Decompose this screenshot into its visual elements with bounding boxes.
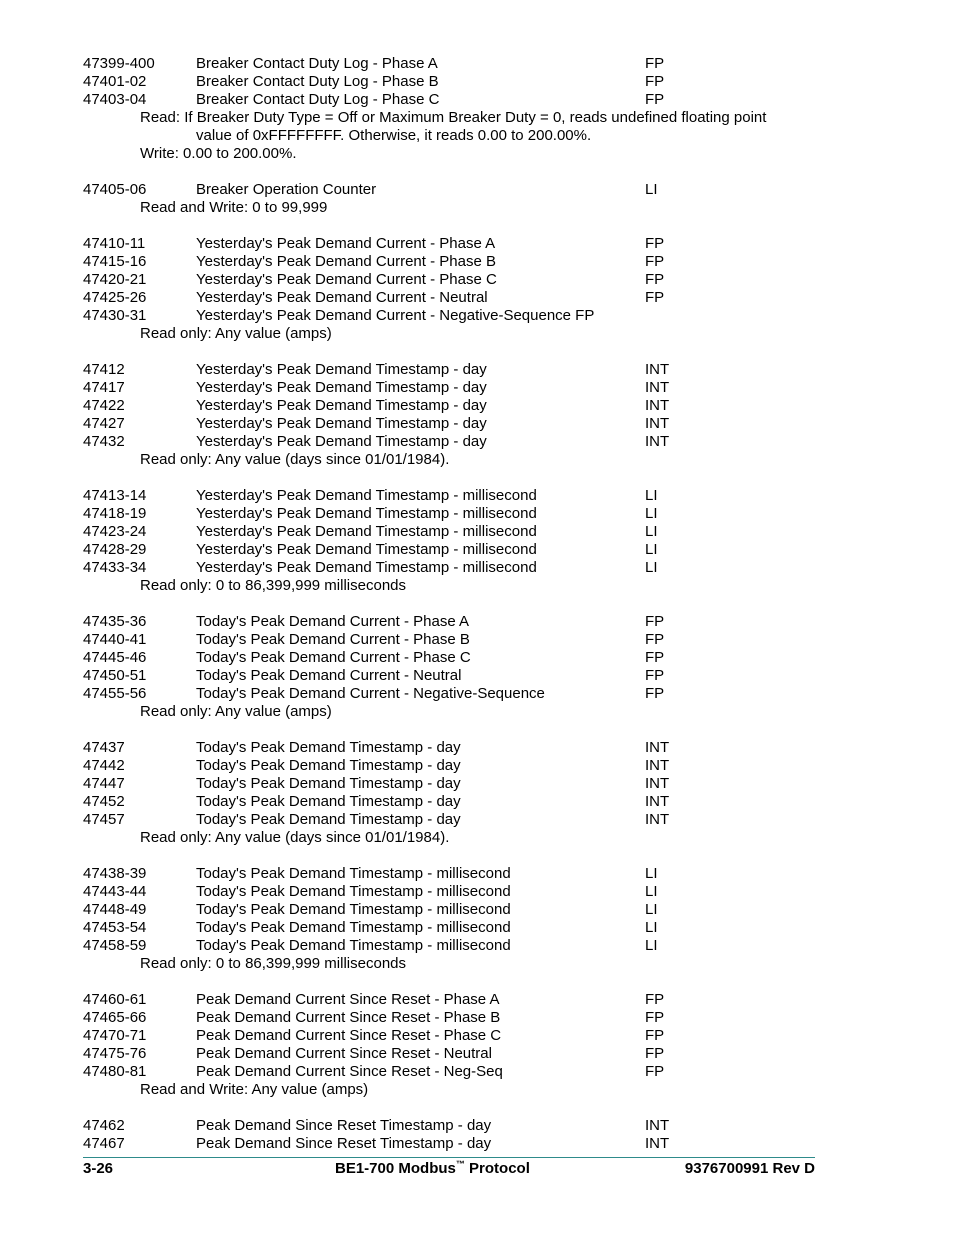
register-type: INT [645,379,670,396]
register-type: LI [645,919,658,936]
register-note: Read and Write: 0 to 99,999 [140,199,328,216]
register-row [83,901,823,919]
register-group [83,739,823,847]
register-address: 47453-54 [83,919,147,936]
register-row [83,181,823,199]
register-note: Read only: Any value (days since 01/01/1984). [140,829,450,846]
register-address: 47448-49 [83,901,147,918]
register-description: Today's Peak Demand Timestamp - millisecond [196,901,511,918]
register-description: Yesterday's Peak Demand Timestamp - millisecond [196,541,537,558]
register-note: Read only: Any value (amps) [140,703,332,720]
register-row [83,1009,823,1027]
register-row [83,487,823,505]
register-type: FP [645,253,665,270]
register-description: Yesterday's Peak Demand Current - Negative-Sequence FP [196,307,595,324]
register-description: Today's Peak Demand Current - Phase B [196,631,470,648]
register-type: INT [645,433,670,450]
register-row [83,253,823,271]
register-row [83,991,823,1009]
register-address: 47440-41 [83,631,147,648]
footer-rule [83,1157,815,1158]
register-row [83,55,823,73]
register-row [83,433,823,451]
trademark-symbol: ™ [455,1159,465,1169]
register-type: INT [645,397,670,414]
register-row [83,415,823,433]
register-type: FP [645,631,665,648]
register-description: Breaker Contact Duty Log - Phase A [196,55,438,72]
register-description: Today's Peak Demand Timestamp - day [196,757,461,774]
register-address: 47413-14 [83,487,147,504]
register-row [83,793,823,811]
register-row [83,739,823,757]
register-row [83,1117,823,1135]
register-description: Today's Peak Demand Timestamp - millisecond [196,865,511,882]
register-address: 47415-16 [83,253,147,270]
register-row [83,883,823,901]
register-row [83,1045,823,1063]
register-type: LI [645,559,658,576]
register-address: 47432 [83,433,125,450]
register-type: LI [645,883,658,900]
register-address: 47433-34 [83,559,147,576]
register-row [83,1063,823,1081]
register-row [83,523,823,541]
register-description: Today's Peak Demand Timestamp - day [196,811,461,828]
register-description: Today's Peak Demand Current - Phase A [196,613,470,630]
register-address: 47460-61 [83,991,147,1008]
register-row [83,1027,823,1045]
register-type: LI [645,523,658,540]
register-address: 47403-04 [83,91,147,108]
register-row [83,271,823,289]
register-address: 47438-39 [83,865,147,882]
register-description: Yesterday's Peak Demand Timestamp - millisecond [196,505,537,522]
register-row [83,397,823,415]
register-address: 47455-56 [83,685,147,702]
register-description: Yesterday's Peak Demand Timestamp - day [196,379,487,396]
register-description: Yesterday's Peak Demand Timestamp - millisecond [196,487,537,504]
register-description: Today's Peak Demand Current - Neutral [196,667,462,684]
register-address: 47428-29 [83,541,147,558]
register-row [83,649,823,667]
title-suffix: Protocol [464,1160,530,1177]
register-description: Yesterday's Peak Demand Timestamp - day [196,433,487,450]
register-description: Yesterday's Peak Demand Timestamp - day [196,415,487,432]
register-address: 47447 [83,775,125,792]
register-type: LI [645,937,658,954]
register-description: Today's Peak Demand Current - Phase C [196,649,471,666]
register-note: Read only: 0 to 86,399,999 milliseconds [140,577,407,594]
register-group [83,1117,823,1153]
register-description: Yesterday's Peak Demand Current - Phase C [196,271,497,288]
register-address: 47452 [83,793,125,810]
register-note: Read: If Breaker Duty Type = Off or Maximum Breaker Duty = 0, reads undefined floating point [140,109,767,126]
register-address: 47467 [83,1135,125,1152]
register-row [83,865,823,883]
register-description: Today's Peak Demand Current - Negative-Sequence [196,685,545,702]
register-group [83,865,823,973]
register-row [83,379,823,397]
register-type: FP [645,1045,665,1062]
register-address: 47420-21 [83,271,147,288]
register-type: INT [645,793,670,810]
register-type: INT [645,811,670,828]
register-description: Breaker Contact Duty Log - Phase B [196,73,439,90]
register-type: FP [645,73,665,90]
register-type: INT [645,1117,670,1134]
register-description: Yesterday's Peak Demand Current - Phase A [196,235,496,252]
register-address: 47480-81 [83,1063,147,1080]
register-type: FP [645,991,665,1008]
register-row [83,631,823,649]
register-type: LI [645,901,658,918]
register-note: value of 0xFFFFFFFF. Otherwise, it reads 0.00 to 200.00%. [196,127,592,144]
page-footer [83,1160,815,1178]
register-row [83,937,823,955]
register-description: Yesterday's Peak Demand Current - Phase B [196,253,496,270]
register-type: INT [645,1135,670,1152]
register-address: 47443-44 [83,883,147,900]
register-type: INT [645,757,670,774]
register-row [83,307,823,325]
register-address: 47450-51 [83,667,147,684]
register-row [83,667,823,685]
register-description: Today's Peak Demand Timestamp - day [196,739,461,756]
register-row [83,235,823,253]
register-description: Today's Peak Demand Timestamp - millisecond [196,883,511,900]
register-note: Write: 0.00 to 200.00%. [140,145,297,162]
register-description: Yesterday's Peak Demand Timestamp - day [196,361,487,378]
register-type: FP [645,1009,665,1026]
document-id: 9376700991 Rev D [684,1160,815,1177]
register-row [83,757,823,775]
register-type: LI [645,181,658,198]
register-description: Yesterday's Peak Demand Timestamp - day [196,397,487,414]
register-type: LI [645,505,658,522]
page-number: 3-26 [83,1160,114,1177]
register-group [83,55,823,163]
register-group [83,991,823,1099]
register-type: INT [645,361,670,378]
register-address: 47465-66 [83,1009,147,1026]
register-address: 47401-02 [83,73,147,90]
register-type: INT [645,739,670,756]
register-address: 47458-59 [83,937,147,954]
register-description: Peak Demand Current Since Reset - Phase B [196,1009,501,1026]
register-description: Peak Demand Since Reset Timestamp - day [196,1135,492,1152]
register-description: Breaker Operation Counter [196,181,377,198]
register-type: FP [645,1063,665,1080]
register-note: Read only: Any value (days since 01/01/1984). [140,451,450,468]
register-list [83,55,823,1171]
register-address: 47412 [83,361,125,378]
register-description: Yesterday's Peak Demand Current - Neutral [196,289,488,306]
register-description: Breaker Contact Duty Log - Phase C [196,91,440,108]
register-address: 47425-26 [83,289,147,306]
register-type: INT [645,415,670,432]
register-group [83,235,823,343]
register-type: FP [645,613,665,630]
register-row [83,613,823,631]
register-description: Peak Demand Current Since Reset - Neg-Seq [196,1063,503,1080]
register-type: FP [645,289,665,306]
register-description: Today's Peak Demand Timestamp - millisecond [196,919,511,936]
register-type: LI [645,541,658,558]
register-row [83,919,823,937]
register-address: 47437 [83,739,125,756]
register-note: Read only: Any value (amps) [140,325,332,342]
register-address: 47422 [83,397,125,414]
register-address: 47475-76 [83,1045,147,1062]
register-description: Peak Demand Current Since Reset - Neutral [196,1045,492,1062]
register-address: 47417 [83,379,125,396]
document-title [335,1160,530,1178]
register-type: FP [645,649,665,666]
register-address: 47418-19 [83,505,147,522]
register-row [83,73,823,91]
register-description: Peak Demand Since Reset Timestamp - day [196,1117,492,1134]
register-row [83,775,823,793]
register-row [83,541,823,559]
register-type: FP [645,55,665,72]
register-address: 47430-31 [83,307,147,324]
register-type: FP [645,667,665,684]
register-note: Read and Write: Any value (amps) [140,1081,369,1098]
register-address: 47423-24 [83,523,147,540]
register-address: 47399-400 [83,55,155,72]
register-row [83,505,823,523]
register-address: 47435-36 [83,613,147,630]
register-type: FP [645,235,665,252]
register-description: Peak Demand Current Since Reset - Phase C [196,1027,502,1044]
register-type: LI [645,487,658,504]
register-address: 47462 [83,1117,125,1134]
register-row [83,289,823,307]
register-address: 47427 [83,415,125,432]
register-address: 47445-46 [83,649,147,666]
register-description: Today's Peak Demand Timestamp - millisecond [196,937,511,954]
register-row [83,91,823,109]
register-address: 47410-11 [83,235,146,252]
register-row [83,361,823,379]
register-address: 47457 [83,811,125,828]
register-row [83,559,823,577]
register-description: Today's Peak Demand Timestamp - day [196,775,461,792]
register-description: Yesterday's Peak Demand Timestamp - millisecond [196,559,537,576]
register-note: Read only: 0 to 86,399,999 milliseconds [140,955,407,972]
register-description: Today's Peak Demand Timestamp - day [196,793,461,810]
register-group [83,487,823,595]
register-type: LI [645,865,658,882]
register-row [83,685,823,703]
register-description: Peak Demand Current Since Reset - Phase A [196,991,500,1008]
register-address: 47442 [83,757,125,774]
register-type: FP [645,271,665,288]
register-type: FP [645,1027,665,1044]
register-group [83,361,823,469]
register-type: FP [645,685,665,702]
register-row [83,1135,823,1153]
register-description: Yesterday's Peak Demand Timestamp - millisecond [196,523,537,540]
register-type: INT [645,775,670,792]
register-type: FP [645,91,665,108]
register-address: 47470-71 [83,1027,147,1044]
register-row [83,811,823,829]
register-group [83,613,823,721]
register-group [83,181,823,217]
register-address: 47405-06 [83,181,147,198]
title-prefix: BE1-700 Modbus [335,1160,456,1177]
